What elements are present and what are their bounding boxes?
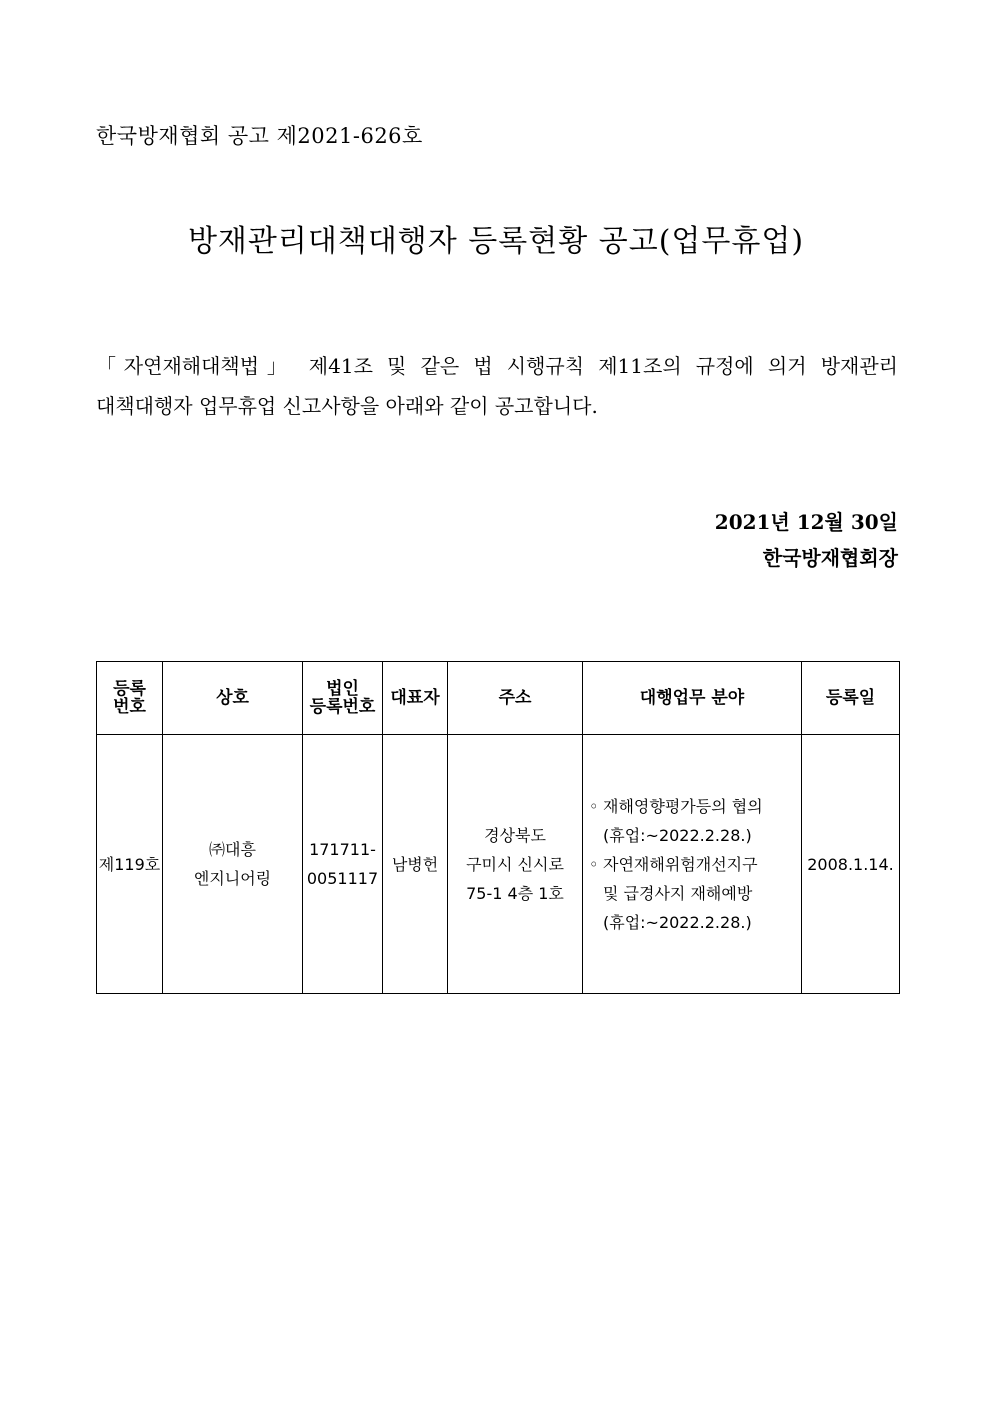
cell-company-line-1: ㈜대흥 <box>209 840 256 859</box>
business-field-item <box>589 850 801 937</box>
header-reg-no-line-1: 등록 <box>113 679 146 699</box>
header-field: 대행업무 분야 <box>583 662 802 735</box>
registry-table <box>96 661 900 994</box>
header-corp-no-line-1: 법인 <box>326 679 359 699</box>
table-header-row <box>97 662 900 735</box>
header-company: 상호 <box>163 662 303 735</box>
business-field-line: 자연재해위험개선지구 <box>603 854 758 874</box>
cell-corp-no-line-1: 171711- <box>309 840 376 859</box>
business-field-line: (휴업:~2022.2.28.) <box>603 912 752 932</box>
cell-address-line-2: 구미시 신시로 <box>466 854 564 874</box>
cell-corp-no-line-2: 0051117 <box>306 869 379 888</box>
notice-body-line-2: 대책대행자 업무휴업 신고사항을 아래와 같이 공고합니다. <box>96 394 598 418</box>
header-ceo: 대표자 <box>383 662 448 735</box>
header-reg-no <box>97 662 163 735</box>
table-row <box>97 735 900 994</box>
cell-address-line-1: 경상북도 <box>484 825 546 845</box>
notice-date: 2021년 12월 30일 <box>714 510 898 534</box>
business-field-line: 및 급경사지 재해예방 <box>603 883 753 903</box>
cell-company <box>163 735 303 994</box>
notice-number: 한국방재협회 공고 제2021-626호 <box>96 124 423 148</box>
bullet-icon: ◦ <box>589 796 599 816</box>
header-reg-date: 등록일 <box>802 662 900 735</box>
cell-address <box>448 735 583 994</box>
document-title: 방재관리대책대행자 등록현황 공고(업무휴업) <box>187 224 805 259</box>
issuer-name: 한국방재협회장 <box>762 546 898 570</box>
header-reg-no-line-2: 번호 <box>113 697 146 717</box>
business-field-line: 재해영향평가등의 협의 <box>603 796 763 816</box>
notice-body <box>96 346 898 426</box>
cell-business-field <box>583 735 802 994</box>
cell-reg-no: 제119호 <box>97 735 163 994</box>
notice-body-line-1: 「자연재해대책법」 제41조 및 같은 법 시행규칙 제11조의 규정에 의거 방재관리 <box>96 354 898 378</box>
header-corp-no <box>303 662 383 735</box>
header-address: 주소 <box>448 662 583 735</box>
cell-company-line-2: 엔지니어링 <box>193 869 272 888</box>
cell-address-line-3: 75-1 4층 1호 <box>466 883 564 903</box>
cell-ceo: 남병헌 <box>383 735 448 994</box>
cell-reg-date: 2008.1.14. <box>802 735 900 994</box>
cell-corp-no <box>303 735 383 994</box>
business-field-line: (휴업:~2022.2.28.) <box>603 825 752 845</box>
bullet-icon: ◦ <box>589 854 599 874</box>
header-corp-no-line-2: 등록번호 <box>309 697 376 717</box>
business-field-item <box>589 792 801 850</box>
